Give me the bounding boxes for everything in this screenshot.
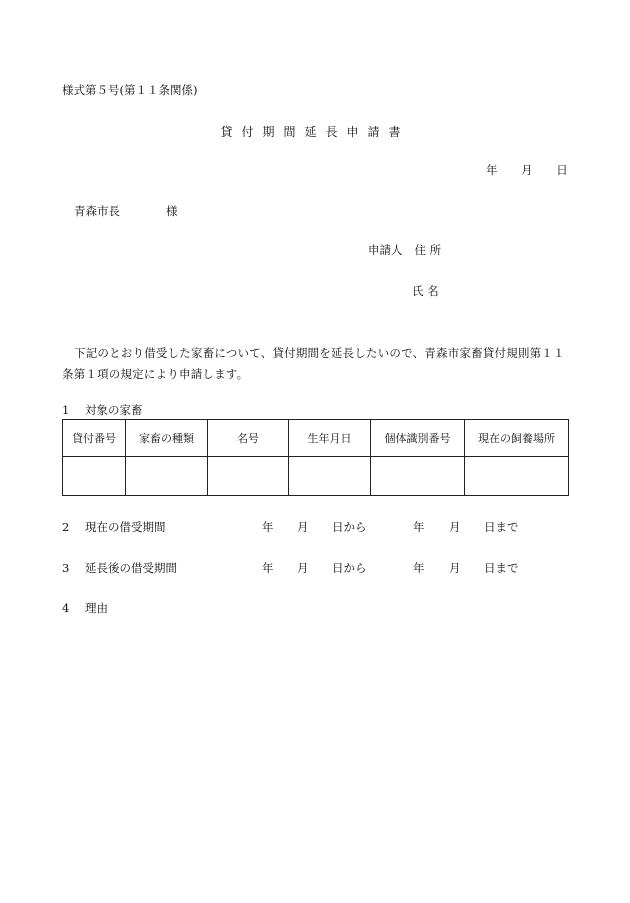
header-registered-name: 名号 — [208, 420, 289, 457]
form-number: 様式第５号(第１１条関係) — [62, 83, 198, 97]
document-title: 貸付期間延長申請書 — [220, 125, 410, 139]
period-to-year: 年 — [413, 520, 425, 534]
section-number: 2 — [62, 520, 70, 534]
addressee-honorific: 様 — [166, 204, 178, 218]
addressee — [74, 203, 178, 219]
period-from-year: 年 — [262, 520, 274, 534]
period-from-year: 年 — [262, 561, 274, 575]
address-label: 住 所 — [414, 243, 442, 257]
header-current-location: 現在の飼養場所 — [465, 420, 569, 457]
livestock-table — [62, 419, 569, 496]
period-to-day: 日まで — [484, 561, 519, 575]
section-label: 延長後の借受期間 — [85, 561, 177, 575]
header-livestock-type: 家畜の種類 — [126, 420, 208, 457]
header-loan-number: 貸付番号 — [63, 420, 126, 457]
period-from-day: 日から — [332, 520, 367, 534]
cell-individual-id[interactable] — [371, 457, 465, 496]
table-header-row — [63, 420, 569, 457]
table-row — [63, 457, 569, 496]
section-label: 現在の借受期間 — [85, 520, 166, 534]
section-number: 1 — [62, 403, 70, 417]
period-to-month: 月 — [449, 520, 461, 534]
section-target-livestock — [62, 402, 143, 418]
section-label: 理由 — [85, 601, 108, 615]
period-from-day: 日から — [332, 561, 367, 575]
section-reason — [62, 600, 108, 616]
section-number: 4 — [62, 601, 70, 615]
period-to-year: 年 — [413, 561, 425, 575]
cell-birth-date[interactable] — [289, 457, 371, 496]
applicant-address-line — [368, 242, 441, 258]
cell-registered-name[interactable] — [208, 457, 289, 496]
header-birth-date: 生年月日 — [289, 420, 371, 457]
period-to-day: 日まで — [484, 520, 519, 534]
date-line: 年 月 日 — [486, 163, 568, 177]
applicant-name-line — [412, 283, 439, 299]
body-text: 下記のとおり借受した家畜について、貸付期間を延長したいので、青森市家畜貸付規則第１１条第１項の規定により申請します。 — [62, 346, 565, 381]
section-number: 3 — [62, 561, 70, 575]
cell-current-location[interactable] — [465, 457, 569, 496]
cell-loan-number[interactable] — [63, 457, 126, 496]
applicant-label: 申請人 — [368, 243, 403, 257]
cell-livestock-type[interactable] — [126, 457, 208, 496]
name-label: 氏 名 — [412, 284, 439, 298]
header-individual-id: 個体識別番号 — [371, 420, 465, 457]
section-label: 対象の家畜 — [85, 403, 143, 417]
section-current-period — [62, 519, 519, 535]
addressee-name: 青森市長 — [74, 204, 120, 218]
period-to-month: 月 — [449, 561, 461, 575]
section-extended-period — [62, 560, 519, 576]
period-from-month: 月 — [297, 520, 309, 534]
period-from-month: 月 — [297, 561, 309, 575]
